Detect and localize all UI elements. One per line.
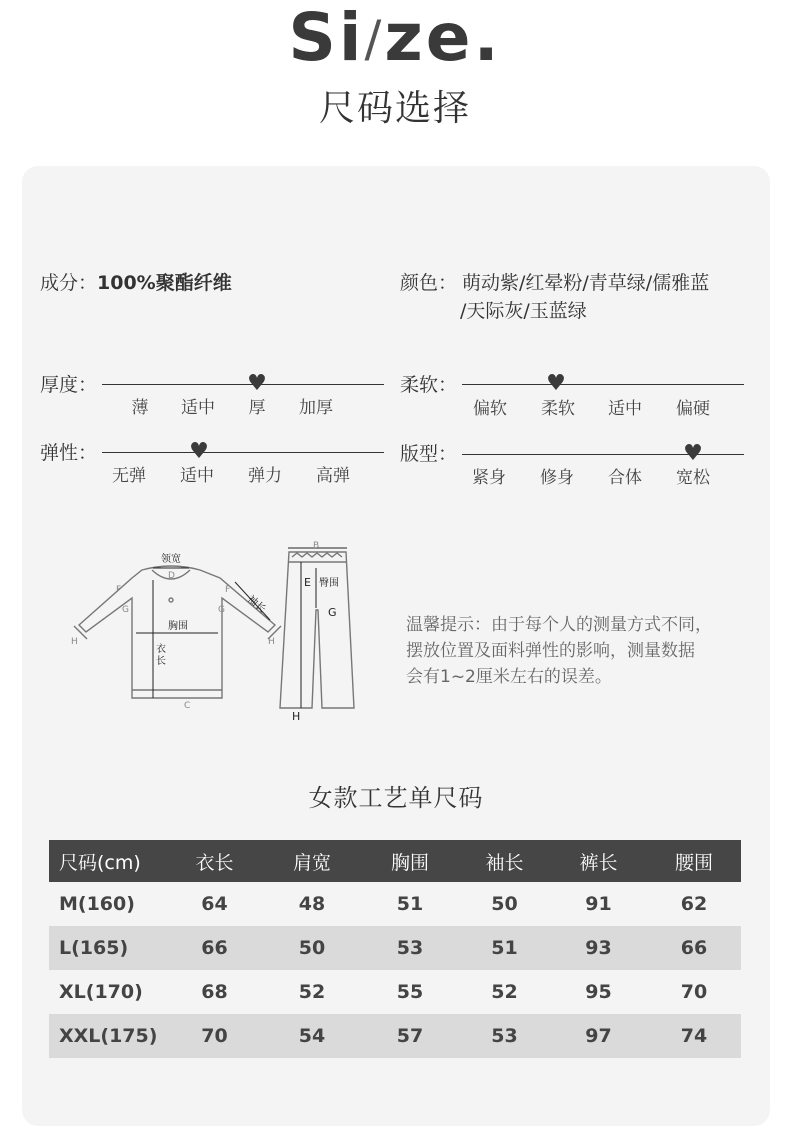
softness-option: 偏软 xyxy=(473,399,507,419)
table-cell: 57 xyxy=(361,1014,459,1058)
fit-option: 合体 xyxy=(608,468,642,488)
table-row xyxy=(49,926,741,970)
softness-option: 偏硬 xyxy=(676,399,710,419)
thickness-scale-line xyxy=(102,384,384,385)
table-cell: 51 xyxy=(459,926,550,970)
table-cell: 74 xyxy=(647,1014,741,1058)
size-table-title: 女款工艺单尺码 xyxy=(308,784,484,812)
table-cell: 68 xyxy=(201,981,228,1003)
letter-label: H xyxy=(292,710,301,723)
table-cell: 54 xyxy=(263,1014,361,1058)
title-english: Si/ze. xyxy=(288,0,502,76)
fit-label: 版型： xyxy=(400,443,458,465)
fit-option: 修身 xyxy=(540,468,574,488)
softness-label: 柔软： xyxy=(400,374,458,396)
table-cell: 91 xyxy=(585,893,612,915)
table-cell: XXL(175) xyxy=(49,1014,166,1058)
table-cell: 66 xyxy=(647,926,741,970)
letter-label: G xyxy=(218,605,225,615)
elasticity-label: 弹性： xyxy=(40,442,98,464)
table-header-cell: 胸围 xyxy=(361,840,459,882)
softness-scale-line xyxy=(462,384,744,385)
table-cell: 66 xyxy=(166,926,263,970)
composition xyxy=(40,270,232,296)
table-row xyxy=(49,882,741,926)
chest-label: 胸围 xyxy=(168,621,188,632)
letter-label: D xyxy=(168,571,175,581)
color-line-1: 萌动紫/红晕粉/青草绿/儒雅蓝 xyxy=(462,272,710,294)
size-table xyxy=(49,840,741,1058)
elasticity-option: 弹力 xyxy=(248,466,282,486)
table-header-cell: 袖长 xyxy=(459,840,550,882)
letter-label: G xyxy=(328,606,337,619)
letter-label: F xyxy=(116,585,122,595)
heart-icon: ♥ xyxy=(189,439,209,464)
table-header-cell: 尺码(cm) xyxy=(49,840,166,882)
composition-label: 成分： xyxy=(40,272,98,294)
table-cell: XL(170) xyxy=(59,981,143,1003)
thickness-option: 薄 xyxy=(131,398,149,418)
heart-icon: ♥ xyxy=(683,441,703,466)
table-header-cell: 衣长 xyxy=(166,840,263,882)
table-cell: 97 xyxy=(550,1014,647,1058)
neck-width-label: 领宽 xyxy=(161,554,181,565)
tip-line: 温馨提示：由于每个人的测量方式不同， xyxy=(406,615,712,635)
table-row xyxy=(49,1014,741,1058)
table-cell: 95 xyxy=(585,981,612,1003)
elasticity-option: 适中 xyxy=(180,466,214,486)
table-cell: M(160) xyxy=(59,893,135,915)
softness-option: 适中 xyxy=(608,399,642,419)
table-cell: 62 xyxy=(680,893,708,915)
tip-line: 会有1~2厘米左右的误差。 xyxy=(406,667,612,687)
table-row xyxy=(49,970,741,1014)
title-chinese: 尺码选择 xyxy=(318,88,471,129)
table-cell: 50 xyxy=(263,926,361,970)
table-cell: 64 xyxy=(201,893,228,915)
fit-option: 宽松 xyxy=(676,468,710,488)
sleeve-length-label: 袖长 xyxy=(245,593,268,616)
elasticity-scale-line xyxy=(102,452,384,453)
table-cell: 52 xyxy=(298,981,326,1003)
table-cell: 93 xyxy=(550,926,647,970)
table-header-row xyxy=(49,840,741,882)
table-cell: 50 xyxy=(491,893,518,915)
table-header-cell: 肩宽 xyxy=(263,840,361,882)
table-cell: 70 xyxy=(166,1014,263,1058)
elasticity-option: 无弹 xyxy=(112,466,146,486)
tip-line: 摆放位置及面料弹性的影响，测量数据 xyxy=(406,641,695,661)
table-cell: 55 xyxy=(396,981,424,1003)
hip-label: 臀围 xyxy=(319,578,339,589)
top-garment-illustration xyxy=(74,566,281,698)
table-cell: 53 xyxy=(361,926,459,970)
length-label-2: 长 xyxy=(156,656,166,667)
pants-illustration xyxy=(280,552,354,708)
letter-label: H xyxy=(268,637,275,647)
heart-icon: ♥ xyxy=(546,371,566,396)
letter-label: H xyxy=(71,637,78,647)
composition-value: 100%聚酯纤维 xyxy=(97,272,232,294)
measurement-tip xyxy=(406,612,712,690)
table-cell: 52 xyxy=(491,981,518,1003)
table-cell: 51 xyxy=(396,893,424,915)
color-line-2: /天际灰/玉蓝绿 xyxy=(460,300,587,322)
thickness-option: 厚 xyxy=(248,398,266,418)
softness-option: 柔软 xyxy=(541,399,575,419)
thickness-option: 适中 xyxy=(181,398,215,418)
letter-label: B xyxy=(313,541,320,551)
table-header-cell: 腰围 xyxy=(647,840,741,882)
table-cell: 48 xyxy=(298,893,326,915)
color-label: 颜色： xyxy=(400,272,458,294)
garment-measurement-diagram xyxy=(60,540,360,725)
letter-label: C xyxy=(184,701,191,711)
letter-label: F xyxy=(225,585,231,595)
elasticity-option: 高弹 xyxy=(316,466,350,486)
letter-label: G xyxy=(122,605,129,615)
table-cell: 53 xyxy=(459,1014,550,1058)
fit-option: 紧身 xyxy=(472,468,506,488)
letter-label: E xyxy=(304,576,311,589)
length-label-1: 衣 xyxy=(156,644,166,655)
thickness-option: 加厚 xyxy=(299,398,333,418)
thickness-label: 厚度： xyxy=(40,374,98,396)
table-header-cell: 裤长 xyxy=(550,840,647,882)
table-cell: 70 xyxy=(680,981,708,1003)
heart-icon: ♥ xyxy=(247,371,267,396)
table-cell: L(165) xyxy=(49,926,166,970)
